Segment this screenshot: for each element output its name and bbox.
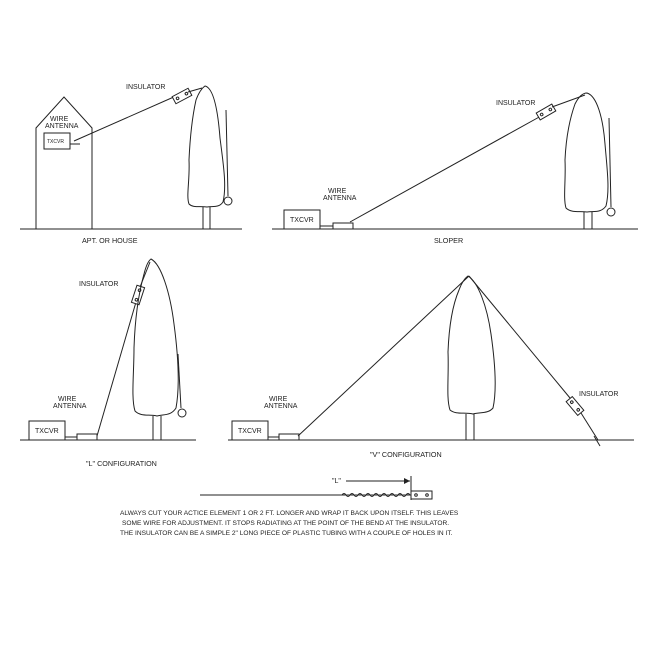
insulator-label: INSULATOR xyxy=(579,391,619,398)
tree-outline xyxy=(188,86,225,207)
antenna-wire xyxy=(74,96,176,141)
wire-label-2: ANTENNA xyxy=(53,403,87,410)
length-label: "L" xyxy=(332,478,341,485)
notes xyxy=(120,510,459,537)
panel-sloper xyxy=(272,93,638,245)
radio-label: TXCVR xyxy=(290,217,314,224)
caption: APT. OR HOUSE xyxy=(82,236,138,245)
radio-label: TXCVR xyxy=(35,428,59,435)
tree-outline xyxy=(448,276,495,414)
panel-l-config xyxy=(20,259,196,468)
insulator xyxy=(566,397,584,416)
weight xyxy=(607,208,615,216)
wire-label: WIRE xyxy=(50,116,69,123)
radio-label: TXCVR xyxy=(238,428,262,435)
feed-box xyxy=(333,223,353,229)
wire-label: WIRE xyxy=(269,396,288,403)
panel-house xyxy=(20,84,242,245)
wire-label-2: ANTENNA xyxy=(323,195,357,202)
caption: "L" CONFIGURATION xyxy=(86,459,157,468)
note-line-2: SOME WIRE FOR ADJUSTMENT. IT STOPS RADIATING AT THE POINT OF THE BEND AT THE INSULATOR. xyxy=(122,520,450,527)
antenna-wire-right xyxy=(469,276,570,398)
caption: "V" CONFIGURATION xyxy=(370,450,442,459)
detail-insulator xyxy=(411,491,432,499)
dimension-arrow xyxy=(404,478,410,484)
antenna-wire-left xyxy=(298,276,469,436)
ground-stake-rope xyxy=(581,413,598,440)
antenna-wire xyxy=(97,302,136,436)
feed-box xyxy=(279,434,299,440)
caption: SLOPER xyxy=(434,236,464,245)
wire-label: WIRE xyxy=(328,188,347,195)
length-detail xyxy=(200,476,432,500)
insulator-label: INSULATOR xyxy=(496,100,536,107)
radio-label: TXCVR xyxy=(47,139,64,145)
feed-box xyxy=(77,434,97,440)
antenna-wire xyxy=(350,116,541,222)
wire-label-2: ANTENNA xyxy=(264,403,298,410)
insulator xyxy=(172,88,192,104)
note-line-3: THE INSULATOR CAN BE A SIMPLE 2" LONG PIECE OF PLASTIC TUBING WITH A COUPLE OF HOLES IN IT. xyxy=(120,530,453,537)
tie-rope xyxy=(609,118,611,207)
panel-v-config xyxy=(228,276,634,459)
tree-outline xyxy=(565,93,608,212)
weight xyxy=(178,409,186,417)
wire-label: WIRE xyxy=(58,396,77,403)
tree-outline xyxy=(133,259,178,416)
tie-rope xyxy=(226,110,228,196)
wire-label-2: ANTENNA xyxy=(45,123,79,130)
weight xyxy=(224,197,232,205)
insulator-label: INSULATOR xyxy=(126,84,166,91)
note-line-1: ALWAYS CUT YOUR ACTICE ELEMENT 1 OR 2 FT. LONGER AND WRAP IT BACK UPON ITSELF. THIS LEAVES xyxy=(120,510,459,517)
insulator-label: INSULATOR xyxy=(79,281,119,288)
